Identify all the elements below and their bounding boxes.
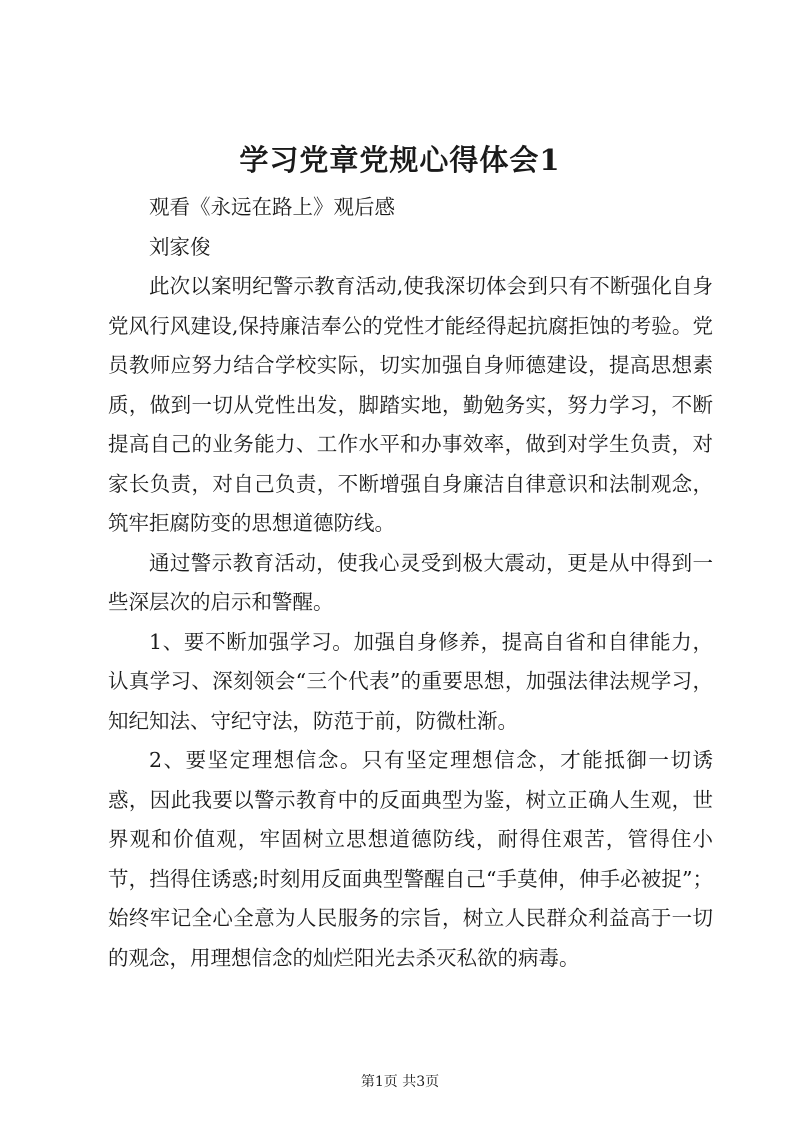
author-paragraph: 刘家俊 — [149, 234, 211, 259]
page-title: 学习党章党规心得体会1 — [239, 143, 561, 177]
body-paragraph: 此次以案明纪警示教育活动,使我深切体会到只有不断强化自身党风行风建设,保持廉洁奉公的党性才能经得起抗腐拒蚀的考验。党员教师应努力结合学校实际，切实加强自身师德建设，提高思想素质，做到一切从党性出发，脚踏实地，勤勉务实，努力学习，不断提高自己的业务能力、工作水平和办事效率，做到对学生负责，对家长负责，对自己负责，不断增强自身廉洁自律意识和法制观念，筑牢拒腐防变的思想道德防线。 — [108, 274, 713, 535]
body-paragraph: 2、要坚定理想信念。只有坚定理想信念，才能抵御一切诱惑，因此我要以警示教育中的反面典型为鉴，树立正确人生观，世界观和价值观，牢固树立思想道德防线，耐得住艰苦，管得住小节，挡得住诱惑;时刻用反面典型警醒自己“手莫伸，伸手必被捉”；始终牢记全心全意为人民服务的宗旨，树立人民群众利益高于一切的观念，用理想信念的灿烂阳光去杀灭私欲的病毒。 — [108, 748, 713, 970]
subtitle-paragraph: 观看《永远在路上》观后感 — [149, 195, 395, 219]
document-body — [108, 188, 713, 978]
body-paragraph: 通过警示教育活动，使我心灵受到极大震动，更是从中得到一些深层次的启示和警醒。 — [108, 550, 713, 614]
page-footer: 第1页 共3页 — [360, 1074, 440, 1090]
body-paragraph: 1、要不断加强学习。加强自身修养，提高自省和自律能力，认真学习、深刻领会“三个代表”的重要思想，加强法律法规学习，知纪知法、守纪守法，防范于前，防微杜渐。 — [108, 629, 713, 733]
